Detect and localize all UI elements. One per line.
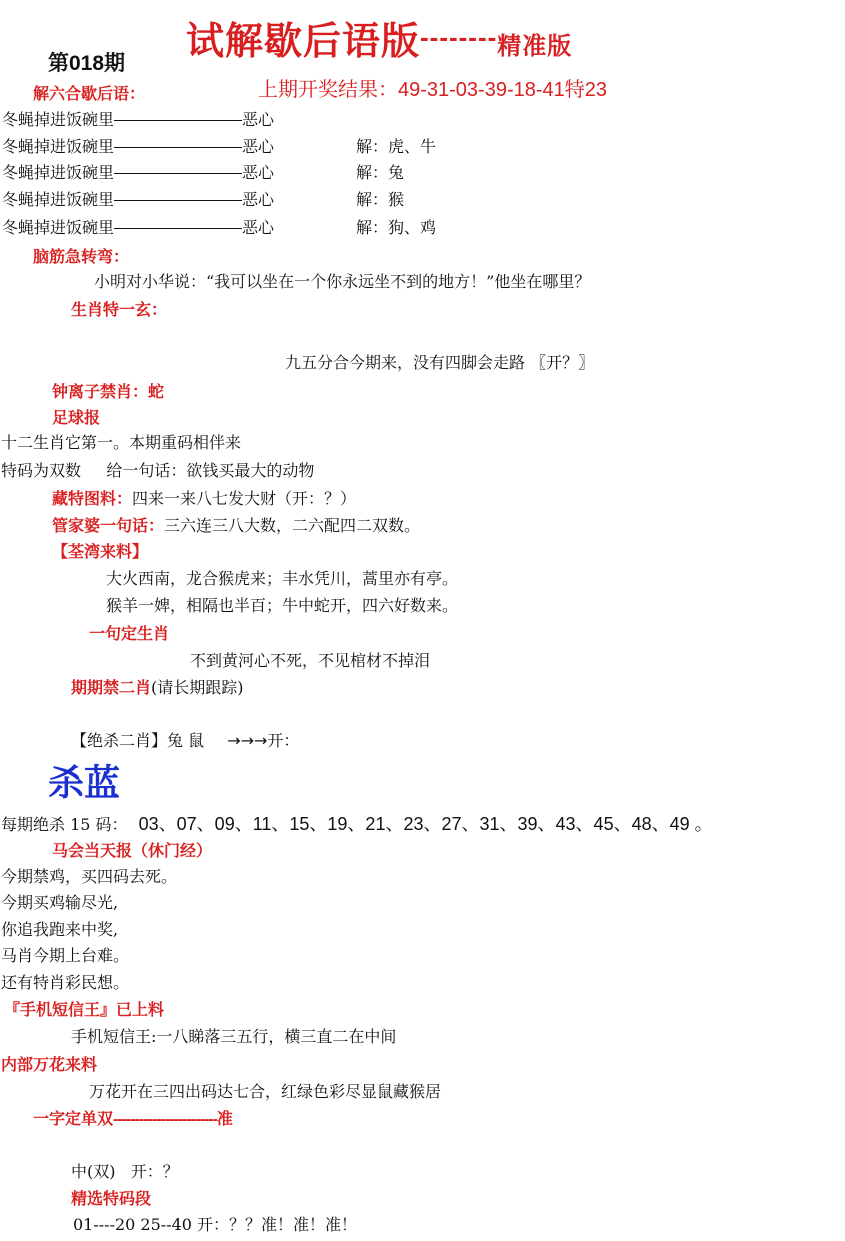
brain-teaser-text: 小明对小华说：“我可以坐在一个你永远坐不到的地方！”他坐在哪里？ bbox=[94, 272, 591, 291]
riddle-dash bbox=[114, 200, 242, 201]
riddle-answer: 解：虎、牛 bbox=[356, 137, 437, 156]
banned-two bbox=[71, 680, 244, 696]
horse-report-heading: 马会当天报（休门经） bbox=[52, 841, 213, 860]
one-sentence-heading: 一句定生肖 bbox=[89, 624, 170, 643]
football-heading: 足球报 bbox=[52, 408, 101, 427]
kill-two-arrows: →→→ bbox=[227, 731, 268, 750]
kill-15-label: 每期绝杀 15 码： bbox=[1, 815, 128, 834]
selected-text: 01----20 25--40 开：？？准！准！准！ bbox=[73, 1215, 358, 1234]
kill-two bbox=[71, 733, 299, 749]
middle-double: 中(双) 开：？ bbox=[71, 1162, 179, 1181]
housekeeper-text: 三六连三八大数，二六配四二双数。 bbox=[164, 516, 421, 535]
quanwan-line2: 猴羊一婢，相隔也半百；牛中蛇开，四六好数来。 bbox=[106, 596, 459, 615]
football-line1: 十二生肖它第一。本期重码相伴来 bbox=[1, 433, 242, 452]
banned-two-note: (请长期跟踪) bbox=[151, 678, 244, 697]
kill-two-label: 【绝杀二肖】兔 鼠 bbox=[71, 731, 205, 750]
riddle-row bbox=[2, 220, 274, 236]
housekeeper-label: 管家婆一句话： bbox=[52, 516, 165, 535]
riddle-answer: 解：兔 bbox=[356, 163, 405, 182]
brain-teaser-heading: 脑筋急转弯： bbox=[33, 247, 130, 266]
riddle-answer: 解：猴 bbox=[356, 190, 405, 209]
riddle-dash bbox=[114, 147, 242, 148]
issue-number: 第018期 bbox=[48, 52, 126, 75]
riddle-left: 冬蝇掉进饭碗里 bbox=[2, 218, 115, 237]
single-double-label: 一字定单双 bbox=[33, 1109, 114, 1128]
hidden-pic-text: 四来一来八七发大财（开：？） bbox=[132, 489, 357, 508]
wanhua-heading: 内部万花来料 bbox=[1, 1055, 98, 1074]
riddle-left: 冬蝇掉进饭碗里 bbox=[2, 163, 115, 182]
zodiac-mystery-text: 九五分合今期来，没有四脚会走路 〖开？〗 bbox=[285, 353, 595, 372]
riddle-left: 冬蝇掉进饭碗里 bbox=[2, 190, 115, 209]
riddle-answer: 解：狗、鸡 bbox=[356, 218, 437, 237]
single-double bbox=[33, 1111, 233, 1128]
horse-report-line: 今期买鸡输尽光, bbox=[1, 893, 119, 912]
sms-king-heading: 『手机短信王』已上料 bbox=[4, 1000, 165, 1019]
riddle-row bbox=[2, 139, 274, 155]
wanhua-text: 万花开在三四出码达七合，红绿色彩尽显鼠藏猴居 bbox=[89, 1082, 442, 1101]
horse-report-line: 还有特肖彩民想。 bbox=[1, 973, 130, 992]
last-result: 上期开奖结果：49-31-03-39-18-41特23 bbox=[258, 79, 608, 101]
quanwan-line1: 大火西南，龙合猴虎来；丰水凭川，蒿里亦有亭。 bbox=[106, 569, 459, 588]
zhongli-banned: 钟离子禁肖：蛇 bbox=[52, 382, 165, 401]
housekeeper bbox=[52, 518, 420, 534]
riddle-right: 恶心 bbox=[242, 110, 275, 129]
riddle-dash bbox=[114, 173, 242, 174]
zodiac-mystery-heading: 生肖特一玄： bbox=[71, 300, 168, 319]
riddle-row bbox=[2, 165, 274, 181]
riddle-row bbox=[2, 112, 274, 128]
kill-15 bbox=[1, 815, 713, 833]
riddle-left: 冬蝇掉进饭碗里 bbox=[2, 110, 115, 129]
banned-two-label: 期期禁二肖 bbox=[71, 678, 152, 697]
riddle-dash bbox=[114, 228, 242, 229]
title-dashes: -------- bbox=[420, 22, 498, 52]
kill-blue: 杀蓝 bbox=[48, 762, 121, 804]
title-text: 试解歇后语版 bbox=[186, 18, 421, 63]
main-title bbox=[186, 18, 573, 63]
riddle-right: 恶心 bbox=[242, 190, 275, 209]
kill-15-numbers: 03、07、09、11、15、19、21、23、27、31、39、43、45、48、49 。 bbox=[138, 814, 713, 834]
riddle-right: 恶心 bbox=[242, 218, 275, 237]
riddle-right: 恶心 bbox=[242, 137, 275, 156]
kill-two-open: 开： bbox=[267, 731, 300, 750]
sms-king-text: 手机短信王:一八睇落三五行，横三直二在中间 bbox=[71, 1027, 397, 1046]
football-line2: 特码为双数 给一句话：欲钱买最大的动物 bbox=[1, 461, 315, 480]
riddle-row bbox=[2, 192, 274, 208]
horse-report-line: 马肖今期上台难。 bbox=[1, 946, 130, 965]
riddle-dash bbox=[114, 120, 242, 121]
hidden-pic bbox=[52, 491, 356, 507]
riddle-right: 恶心 bbox=[242, 163, 275, 182]
single-double-end: 准 bbox=[216, 1109, 233, 1128]
horse-report-line: 今期禁鸡，买四码去死。 bbox=[1, 867, 178, 886]
one-sentence-text: 不到黄河心不死，不见棺材不掉泪 bbox=[190, 651, 431, 670]
title-suffix: 精准版 bbox=[497, 31, 573, 60]
hidden-pic-label: 藏特图料： bbox=[52, 489, 133, 508]
riddle-left: 冬蝇掉进饭碗里 bbox=[2, 137, 115, 156]
quanwan-heading: 【荃湾来料】 bbox=[52, 542, 149, 561]
horse-report-line: 你追我跑来中奖, bbox=[1, 920, 119, 939]
selected-heading: 精选特码段 bbox=[71, 1189, 152, 1208]
riddle-heading: 解六合歇后语： bbox=[33, 84, 146, 103]
single-double-dashes: ------------------------ bbox=[113, 1111, 217, 1128]
